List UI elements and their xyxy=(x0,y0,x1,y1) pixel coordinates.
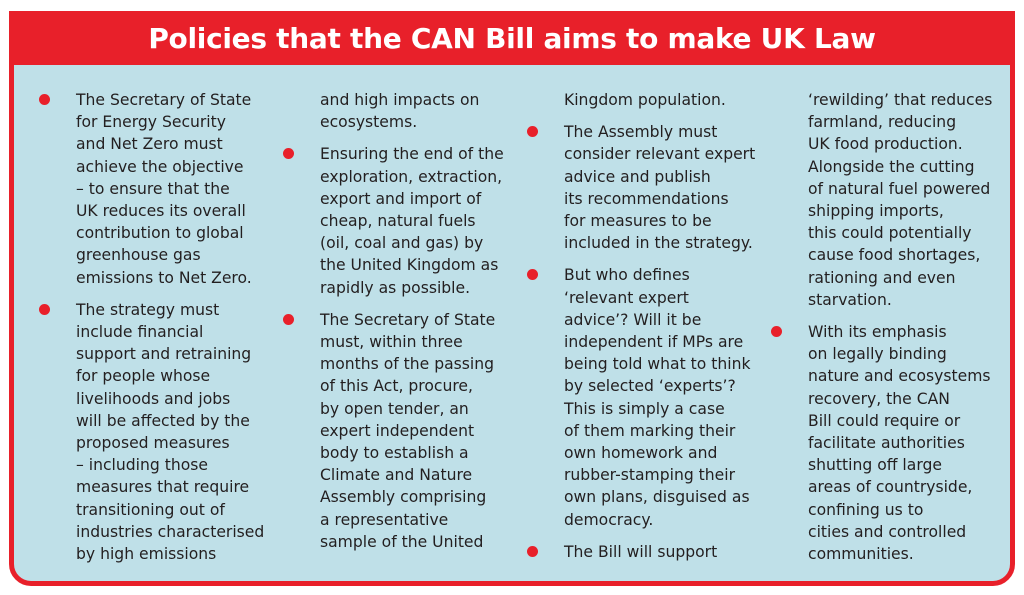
text-line: Climate and Nature xyxy=(320,466,473,485)
bullet-dot-icon xyxy=(527,126,538,137)
text-line: expert independent xyxy=(320,421,475,440)
bullet-dot-icon xyxy=(527,546,538,557)
text-line: – including those xyxy=(76,456,208,475)
text-line: for measures to be xyxy=(564,212,712,231)
text-line: include financial xyxy=(76,323,204,342)
panel-title: Policies that the CAN Bill aims to make UK Law xyxy=(14,16,1010,65)
text-line: (oil, coal and gas) by xyxy=(320,234,484,253)
bullet-item xyxy=(280,309,512,553)
text-line: The Assembly must xyxy=(564,123,718,142)
text-line: of this Act, procure, xyxy=(320,377,473,396)
text-line: body to establish a xyxy=(320,444,469,463)
text-line: months of the passing xyxy=(320,355,495,374)
text-line: The Secretary of State xyxy=(320,310,496,329)
bullet-item-continuation xyxy=(280,89,512,133)
text-line: ‘rewilding’ that reduces xyxy=(808,91,993,109)
text-line: on legally binding xyxy=(808,345,947,364)
text-line: Alongside the cutting xyxy=(808,157,975,176)
text-line: emissions to Net Zero. xyxy=(76,268,252,287)
text-line: But who defines xyxy=(564,266,690,285)
bullet-dot-icon xyxy=(771,326,782,337)
text-line: proposed measures xyxy=(76,434,230,453)
text-line: sample of the United xyxy=(320,532,484,551)
bullet-dot-icon xyxy=(527,269,538,280)
text-line: included in the strategy. xyxy=(564,234,753,253)
text-line: this could potentially xyxy=(808,224,972,243)
text-line: recovery, the CAN xyxy=(808,389,950,408)
text-line: advice’? Will it be xyxy=(564,310,702,329)
bullet-item xyxy=(524,541,756,563)
bullet-item-continuation xyxy=(768,89,1000,311)
text-line: industries characterised xyxy=(76,522,265,541)
text-line: The Bill will support xyxy=(564,542,718,561)
column-1 xyxy=(36,89,268,575)
text-line: own homework and xyxy=(564,444,718,463)
text-line: The Secretary of State xyxy=(76,91,252,109)
text-line: own plans, disguised as xyxy=(564,488,750,507)
text-line: UK reduces its overall xyxy=(76,202,246,221)
bullet-item xyxy=(524,121,756,254)
text-line: of them marking their xyxy=(564,421,736,440)
text-line: livelihoods and jobs xyxy=(76,389,231,408)
text-line: achieve the objective xyxy=(76,157,244,176)
text-line: for people whose xyxy=(76,367,211,386)
text-line: being told what to think xyxy=(564,355,751,374)
bullet-dot-icon xyxy=(39,304,50,315)
column-2 xyxy=(280,89,512,563)
text-line: areas of countryside, xyxy=(808,478,973,497)
text-line: export and import of xyxy=(320,189,482,208)
text-line: Ensuring the end of the xyxy=(320,145,504,164)
text-line: of natural fuel powered xyxy=(808,179,991,198)
bullet-item xyxy=(36,299,268,565)
text-line: the United Kingdom as xyxy=(320,256,499,275)
text-line: support and retraining xyxy=(76,345,252,364)
text-line: The strategy must xyxy=(76,300,220,319)
column-3 xyxy=(524,89,756,573)
bullet-item-continuation xyxy=(524,89,756,111)
text-line: rubber-stamping their xyxy=(564,466,736,485)
text-line: farmland, reducing xyxy=(808,113,957,132)
text-line: by high emissions xyxy=(76,545,217,564)
text-line: and high impacts on xyxy=(320,91,480,109)
text-line: shipping imports, xyxy=(808,202,944,221)
text-line: communities. xyxy=(808,545,914,564)
text-line: democracy. xyxy=(564,510,654,529)
text-line: Assembly comprising xyxy=(320,488,487,507)
text-line: UK food production. xyxy=(808,135,963,154)
bullet-item xyxy=(36,89,268,289)
text-line: will be affected by the xyxy=(76,411,250,430)
text-line: by selected ‘experts’? xyxy=(564,377,736,396)
text-line: measures that require xyxy=(76,478,250,497)
text-line: ecosystems. xyxy=(320,113,418,132)
text-line: rationing and even xyxy=(808,268,956,287)
text-line: cheap, natural fuels xyxy=(320,212,476,231)
text-line: a representative xyxy=(320,510,449,529)
text-line: shutting off large xyxy=(808,456,942,475)
text-line: Bill could require or xyxy=(808,411,961,430)
column-4 xyxy=(768,89,1000,575)
text-line: starvation. xyxy=(808,290,892,309)
text-line: ‘relevant expert xyxy=(564,288,689,307)
text-line: independent if MPs are xyxy=(564,333,744,352)
text-line: cities and controlled xyxy=(808,522,967,541)
text-line: consider relevant expert xyxy=(564,145,756,164)
text-line: Kingdom population. xyxy=(564,91,726,109)
text-line: greenhouse gas xyxy=(76,246,201,265)
text-line: by open tender, an xyxy=(320,399,469,418)
text-line: advice and publish xyxy=(564,167,711,186)
text-line: transitioning out of xyxy=(76,500,225,519)
text-line: for Energy Security xyxy=(76,113,226,132)
text-line: its recommendations xyxy=(564,189,729,208)
text-line: This is simply a case xyxy=(564,399,725,418)
text-line: confining us to xyxy=(808,500,924,519)
text-line: With its emphasis xyxy=(808,323,947,342)
text-line: must, within three xyxy=(320,333,463,352)
bullet-item xyxy=(280,143,512,298)
text-line: – to ensure that the xyxy=(76,179,230,198)
text-line: and Net Zero must xyxy=(76,135,223,154)
bullet-item xyxy=(768,321,1000,565)
text-line: contribution to global xyxy=(76,224,244,243)
text-line: cause food shortages, xyxy=(808,246,981,265)
text-line: rapidly as possible. xyxy=(320,278,471,297)
text-line: exploration, extraction, xyxy=(320,167,503,186)
text-line: facilitate authorities xyxy=(808,434,965,453)
policies-panel xyxy=(9,11,1015,586)
bullet-item xyxy=(524,264,756,530)
bullet-dot-icon xyxy=(283,148,294,159)
bullet-dot-icon xyxy=(283,314,294,325)
text-line: nature and ecosystems xyxy=(808,367,991,386)
bullet-dot-icon xyxy=(39,94,50,105)
